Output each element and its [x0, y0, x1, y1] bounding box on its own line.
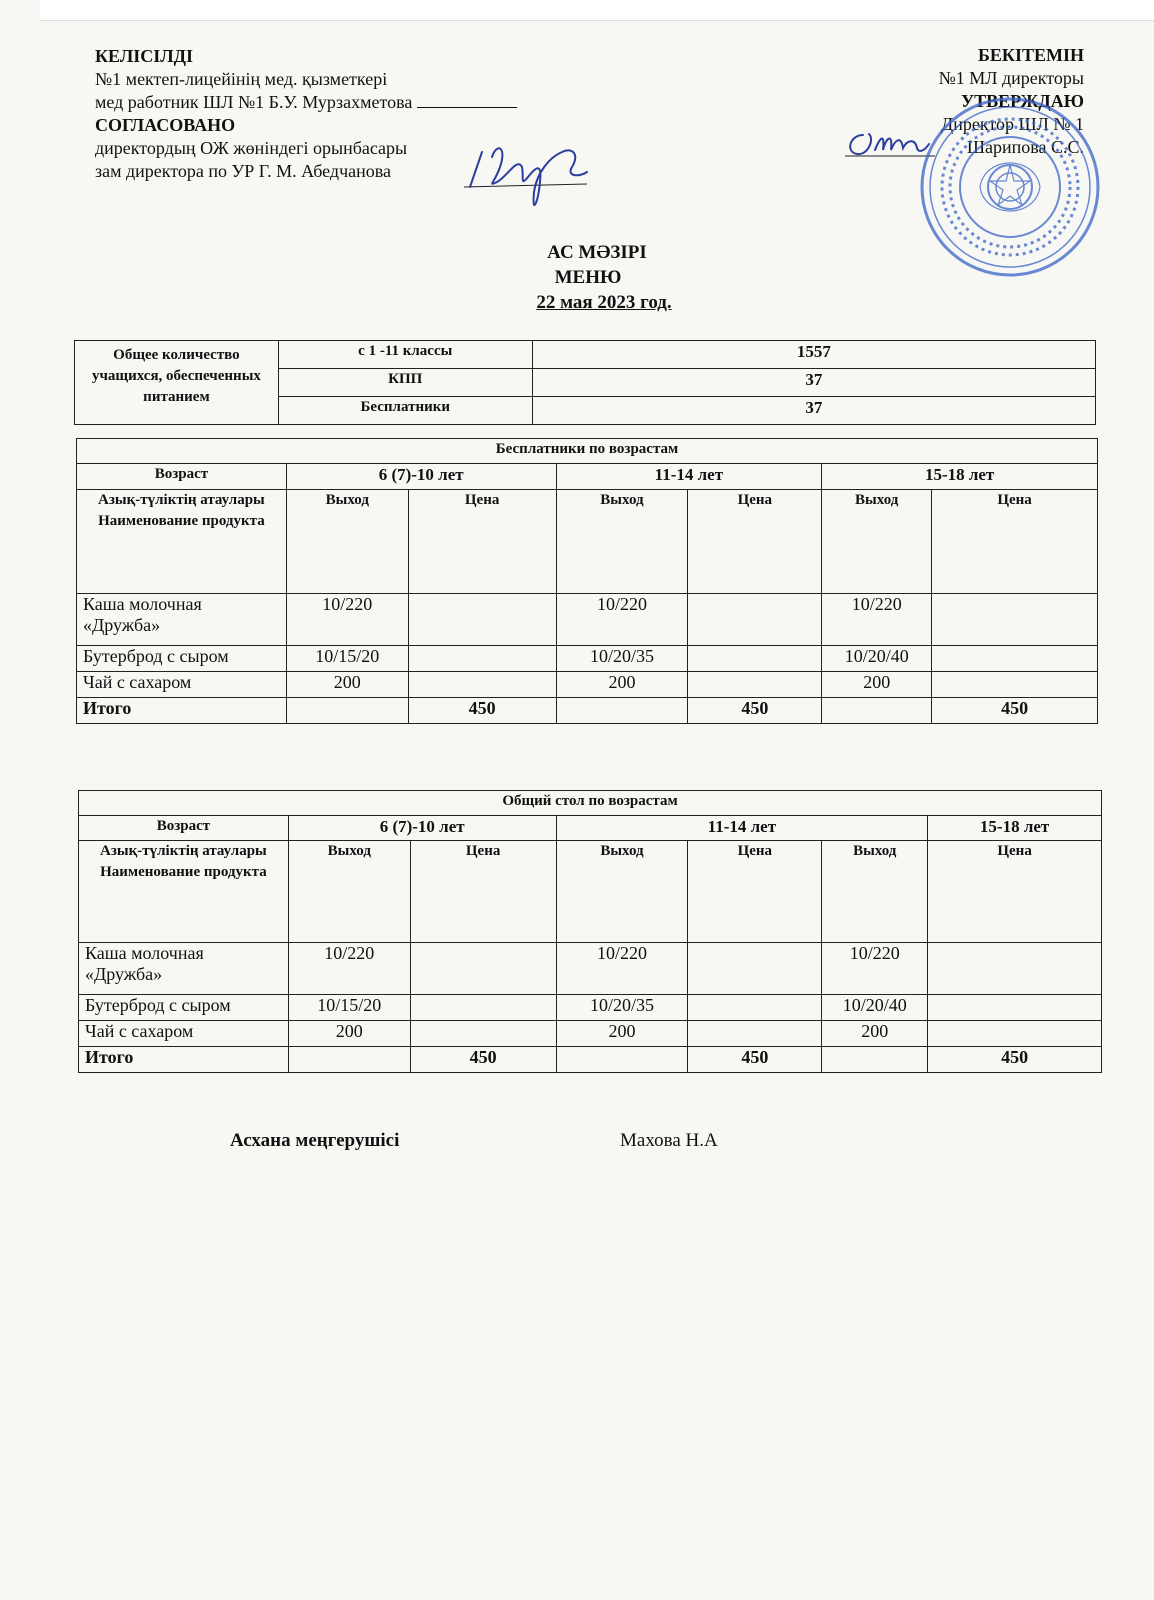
price-value [932, 672, 1098, 698]
output-header: Выход [556, 841, 688, 943]
total-value: 450 [410, 1047, 556, 1073]
medical-worker-kz: №1 мектеп-лицейінің мед. қызметкері [95, 69, 388, 89]
output-header: Выход [822, 490, 932, 594]
total-output [288, 1047, 410, 1073]
menu-date: 22 мая 2023 год. [536, 292, 672, 313]
total-row [77, 698, 1098, 724]
product-name: Бутерброд с сыром [77, 646, 287, 672]
age-header: Возраст [79, 816, 289, 841]
total-output [822, 698, 932, 724]
total-row [79, 1047, 1102, 1073]
summary-category: КПП [278, 369, 532, 397]
summary-value: 1557 [532, 341, 1095, 369]
menu-title-kz: АС МӘЗІРІ [547, 242, 647, 263]
price-value [928, 943, 1102, 995]
age-group-header: 6 (7)-10 лет [286, 464, 556, 490]
general-meal-table [78, 790, 1102, 1073]
output-header: Выход [286, 490, 408, 594]
deputy-kz: директордың ОЖ жөніндегі орынбасары [95, 138, 408, 158]
deputy-signature [462, 132, 592, 222]
output-value: 10/220 [288, 943, 410, 995]
price-value [688, 1021, 822, 1047]
summary-value: 37 [532, 369, 1095, 397]
approved-ru-title: УТВЕРЖДАЮ [960, 91, 1084, 111]
price-value [688, 995, 822, 1021]
product-name: Чай с сахаром [79, 1021, 289, 1047]
price-header: Цена [688, 841, 822, 943]
total-output [822, 1047, 928, 1073]
price-value [688, 943, 822, 995]
output-value: 10/20/35 [556, 646, 688, 672]
price-value [410, 995, 556, 1021]
output-value: 10/220 [556, 943, 688, 995]
summary-value: 37 [532, 397, 1095, 425]
output-value: 10/220 [286, 594, 408, 646]
menu-title-ru: МЕНЮ [554, 267, 622, 288]
students-summary-table [74, 340, 1096, 425]
free-meal-table [76, 438, 1098, 724]
agreed-ru-title: СОГЛАСОВАНО [95, 115, 236, 135]
total-value: 450 [688, 1047, 822, 1073]
age-group-header: 11-14 лет [556, 464, 822, 490]
free-table-title: Бесплатники по возрастам [77, 439, 1098, 464]
output-value: 200 [556, 672, 688, 698]
product-header: Азық-түліктің атаулары Наименование продукта [77, 490, 287, 594]
price-value [688, 672, 822, 698]
director-ru: Директор ШЛ № 1 [940, 114, 1084, 134]
canteen-head-label: Асхана меңгерушісі [230, 1130, 400, 1151]
total-output [286, 698, 408, 724]
table-row [79, 943, 1102, 995]
product-name: Каша молочная «Дружба» [79, 943, 289, 995]
total-output [556, 1047, 688, 1073]
table-row [79, 1021, 1102, 1047]
age-group-header: 6 (7)-10 лет [288, 816, 556, 841]
output-header: Выход [822, 841, 928, 943]
output-value: 200 [822, 1021, 928, 1047]
deputy-ru: зам директора по УР Г. М. Абедчанова [95, 161, 392, 181]
general-table-title: Общий стол по возрастам [79, 791, 1102, 816]
age-group-header: 15-18 лет [928, 816, 1102, 841]
output-header: Выход [288, 841, 410, 943]
price-value [408, 646, 556, 672]
output-value: 10/20/40 [822, 646, 932, 672]
price-value [410, 943, 556, 995]
product-name: Чай с сахаром [77, 672, 287, 698]
director-kz: №1 МЛ директоры [938, 68, 1084, 88]
output-value: 200 [556, 1021, 688, 1047]
price-value [688, 594, 822, 646]
output-value: 10/20/40 [822, 995, 928, 1021]
output-header: Выход [556, 490, 688, 594]
price-value [932, 594, 1098, 646]
total-value: 450 [688, 698, 822, 724]
price-header: Цена [932, 490, 1098, 594]
output-value: 10/15/20 [286, 646, 408, 672]
output-value: 10/220 [822, 943, 928, 995]
age-group-header: 15-18 лет [822, 464, 1098, 490]
table-row [77, 594, 1098, 646]
output-value: 200 [822, 672, 932, 698]
total-value: 450 [408, 698, 556, 724]
age-group-header: 11-14 лет [556, 816, 928, 841]
table-row [77, 646, 1098, 672]
product-header: Азық-түліктің атаулары Наименование продукта [79, 841, 289, 943]
total-label: Итого [77, 698, 287, 724]
price-header: Цена [408, 490, 556, 594]
price-header: Цена [410, 841, 556, 943]
output-value: 200 [288, 1021, 410, 1047]
output-value: 10/220 [822, 594, 932, 646]
agreed-kz-title: КЕЛІСІЛДІ [95, 46, 194, 66]
price-value [928, 995, 1102, 1021]
output-value: 10/20/35 [556, 995, 688, 1021]
summary-label: Общее количество учащихся, обеспеченных питанием [75, 341, 279, 425]
total-label: Итого [79, 1047, 289, 1073]
signature-line [417, 93, 517, 108]
director-name: Шарипова С.С. [966, 137, 1084, 157]
output-value: 200 [286, 672, 408, 698]
table-row [77, 672, 1098, 698]
total-value: 450 [932, 698, 1098, 724]
menu-title [0, 240, 1154, 315]
output-value: 10/220 [556, 594, 688, 646]
price-header: Цена [928, 841, 1102, 943]
price-value [410, 1021, 556, 1047]
price-value [408, 594, 556, 646]
approved-kz-title: БЕКІТЕМІН [978, 45, 1084, 65]
summary-category: с 1 -11 классы [278, 341, 532, 369]
price-value [688, 646, 822, 672]
total-output [556, 698, 688, 724]
page-top-edge [40, 0, 1154, 21]
output-value: 10/15/20 [288, 995, 410, 1021]
price-value [928, 1021, 1102, 1047]
total-value: 450 [928, 1047, 1102, 1073]
price-header: Цена [688, 490, 822, 594]
agreed-block [95, 45, 517, 183]
price-value [932, 646, 1098, 672]
canteen-head-name: Махова Н.А [620, 1130, 718, 1151]
medical-worker-name: мед работник ШЛ №1 Б.У. Мурзахметова [95, 92, 413, 112]
age-header: Возраст [77, 464, 287, 490]
summary-category: Бесплатники [278, 397, 532, 425]
product-name: Каша молочная «Дружба» [77, 594, 287, 646]
product-name: Бутерброд с сыром [79, 995, 289, 1021]
price-value [408, 672, 556, 698]
medical-worker-ru [95, 91, 517, 114]
table-row [79, 995, 1102, 1021]
